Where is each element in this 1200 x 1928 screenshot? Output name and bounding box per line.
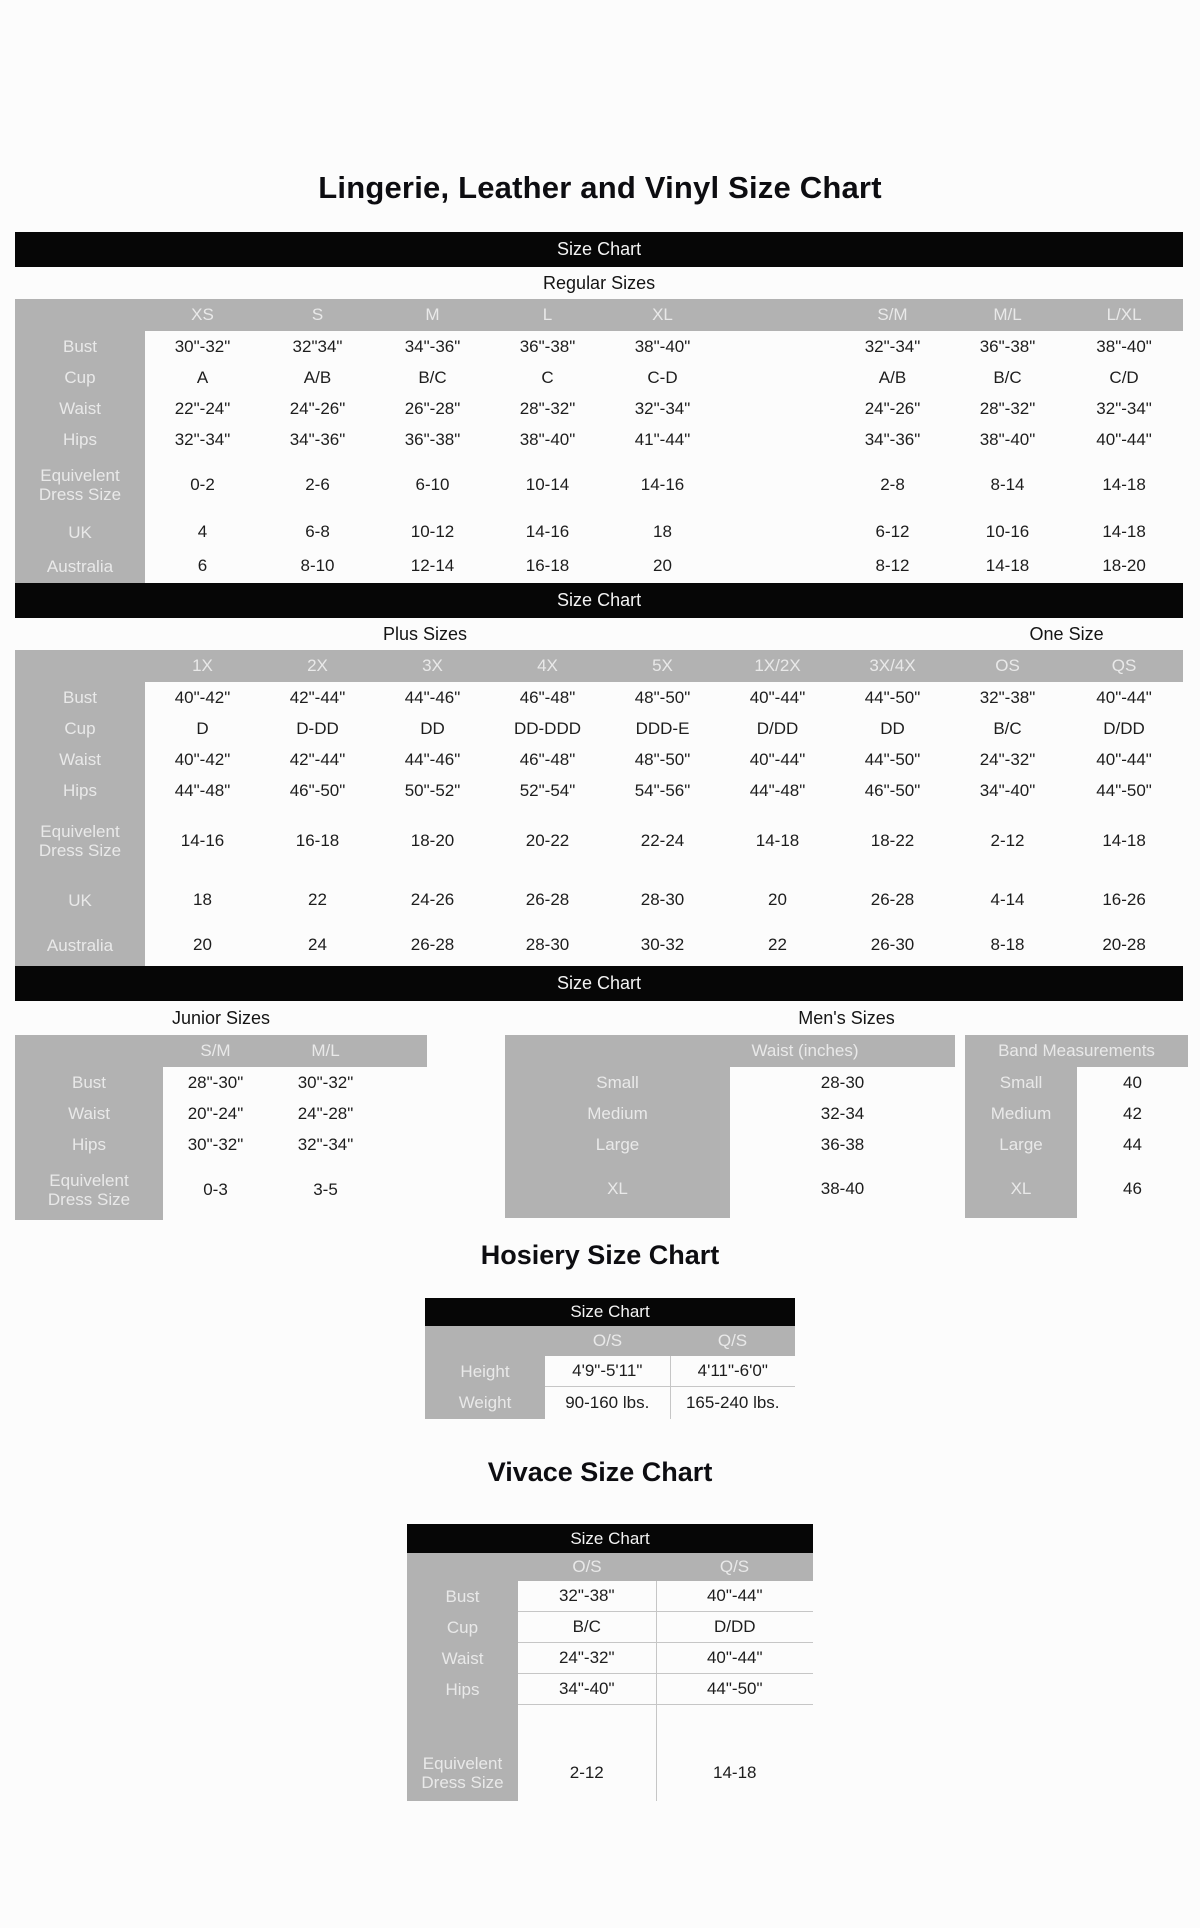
cell: 20"-24" bbox=[187, 1103, 244, 1123]
page-title: Lingerie, Leather and Vinyl Size Chart bbox=[318, 170, 882, 205]
junior-sizes-table bbox=[15, 1035, 427, 1220]
regular-sizes-table bbox=[15, 232, 1183, 583]
row-label: Equivelent Dress Size bbox=[407, 1745, 518, 1801]
cell: 26-28 bbox=[410, 935, 455, 954]
cell: 22 bbox=[768, 935, 787, 954]
cell: 46"-48" bbox=[519, 687, 576, 707]
column-header: L bbox=[490, 299, 605, 331]
cell: 40"-44" bbox=[656, 1643, 813, 1674]
row-label: Small bbox=[965, 1067, 1077, 1098]
cell: 6-8 bbox=[305, 522, 330, 541]
cell: 40 bbox=[1123, 1072, 1142, 1092]
cell: D bbox=[196, 718, 209, 738]
cell: 28-30 bbox=[820, 1072, 865, 1092]
spacer-cell bbox=[383, 1098, 427, 1129]
row-label: Hips bbox=[15, 1129, 163, 1160]
spacer-cell bbox=[720, 362, 835, 393]
spacer bbox=[955, 1098, 965, 1129]
column-header: XS bbox=[145, 299, 260, 331]
cell: 54"-56" bbox=[634, 780, 691, 800]
cell: 28"-30" bbox=[187, 1072, 244, 1092]
column-header: 3X bbox=[375, 650, 490, 682]
table-row bbox=[15, 331, 1183, 362]
cell: 44"-46" bbox=[404, 687, 461, 707]
column-header: Waist (inches) bbox=[505, 1035, 955, 1067]
row-label: Waist bbox=[15, 1098, 163, 1129]
row-label: Bust bbox=[15, 1067, 163, 1098]
column-header: O/S bbox=[518, 1553, 656, 1581]
table-row bbox=[407, 1745, 813, 1801]
row-label: Waist bbox=[407, 1643, 518, 1674]
cell: 18-20 bbox=[1102, 556, 1146, 575]
cell: 6 bbox=[197, 556, 208, 575]
table-row bbox=[407, 1705, 813, 1746]
cell: 18-20 bbox=[410, 831, 455, 850]
cell: 20 bbox=[193, 935, 212, 954]
cell: 38"-40" bbox=[979, 429, 1036, 449]
table-row bbox=[15, 393, 1183, 424]
table-row bbox=[15, 713, 1183, 744]
cell: 40"-44" bbox=[749, 687, 806, 707]
cell: B/C bbox=[993, 718, 1022, 738]
row-label: Weight bbox=[425, 1387, 545, 1420]
cell: 24"-26" bbox=[289, 398, 346, 418]
cell: 26-30 bbox=[870, 935, 915, 954]
table-header-row bbox=[15, 299, 1183, 331]
table-row bbox=[15, 362, 1183, 393]
cell: 18 bbox=[193, 890, 212, 909]
column-header: S bbox=[260, 299, 375, 331]
cell: 30"-32" bbox=[174, 336, 231, 356]
cell: A/B bbox=[878, 367, 907, 387]
cell: 40"-42" bbox=[174, 687, 231, 707]
cell: 48"-50" bbox=[634, 749, 691, 769]
cell: 50"-52" bbox=[404, 780, 461, 800]
section-titles-row bbox=[15, 1001, 1200, 1035]
cell: D-DD bbox=[296, 718, 339, 738]
cell: 14-18 bbox=[985, 556, 1030, 575]
cell: 41"-44" bbox=[634, 429, 691, 449]
column-header: Q/S bbox=[670, 1326, 795, 1356]
row-label: Bust bbox=[15, 682, 145, 713]
corner-cell bbox=[15, 299, 145, 331]
row-label: Small bbox=[505, 1067, 730, 1098]
cell: 8-18 bbox=[990, 935, 1025, 954]
size-chart-bar: Size Chart bbox=[15, 583, 1183, 618]
cell: 16-18 bbox=[295, 831, 340, 850]
cell: 44"-46" bbox=[404, 749, 461, 769]
row-label: Waist bbox=[15, 744, 145, 775]
hosiery-table bbox=[425, 1298, 795, 1419]
column-header: 5X bbox=[605, 650, 720, 682]
cell: 2-12 bbox=[990, 831, 1025, 850]
cell: 32"-34" bbox=[1096, 398, 1152, 418]
cell: DD bbox=[880, 718, 905, 738]
spacer bbox=[955, 1129, 965, 1160]
row-label: Large bbox=[965, 1129, 1077, 1160]
spacer bbox=[955, 1035, 965, 1067]
table-row bbox=[425, 1298, 795, 1326]
cell: 20-28 bbox=[1102, 935, 1146, 954]
cell: 22-24 bbox=[640, 831, 685, 850]
table-row bbox=[15, 806, 1183, 876]
cell: 36"-38" bbox=[519, 336, 576, 356]
cell: 34"-36" bbox=[864, 429, 921, 449]
cell: 24 bbox=[308, 935, 327, 954]
spacer-cell bbox=[720, 549, 835, 583]
spacer bbox=[955, 1160, 965, 1218]
cell: 52"-54" bbox=[519, 780, 576, 800]
cell: 12-14 bbox=[410, 556, 455, 575]
cell: 46"-50" bbox=[289, 780, 346, 800]
column-header bbox=[720, 299, 835, 331]
cell: 90-160 lbs. bbox=[565, 1393, 650, 1412]
cell: 40"-44" bbox=[656, 1581, 813, 1612]
cell: 14-18 bbox=[1102, 475, 1146, 494]
cell: B/C bbox=[518, 1612, 656, 1643]
cell: A bbox=[196, 367, 209, 387]
cell: 16-26 bbox=[1102, 890, 1146, 909]
cell: 46 bbox=[1123, 1179, 1142, 1198]
table-row bbox=[15, 744, 1183, 775]
cell: 44"-50" bbox=[864, 749, 921, 769]
row-label: Cup bbox=[407, 1612, 518, 1643]
cell: 14-16 bbox=[525, 522, 570, 541]
cell: 34"-36" bbox=[404, 336, 461, 356]
cell: 44"-50" bbox=[864, 687, 921, 707]
cell: 2-6 bbox=[305, 475, 330, 494]
cell: 4 bbox=[197, 522, 208, 541]
table-row bbox=[15, 583, 1183, 618]
column-header: M bbox=[375, 299, 490, 331]
cell: 28"-32" bbox=[979, 398, 1036, 418]
cell: 4'9"-5'11" bbox=[545, 1356, 670, 1387]
cell: 32"-38" bbox=[979, 687, 1036, 707]
row-label: Hips bbox=[407, 1674, 518, 1705]
cell: 14-18 bbox=[1102, 522, 1146, 541]
table-row bbox=[15, 424, 1183, 455]
table-row bbox=[15, 1098, 427, 1129]
spacer-cell bbox=[383, 1129, 427, 1160]
column-header: 3X/4X bbox=[835, 650, 950, 682]
spacer-cell bbox=[383, 1160, 427, 1220]
table-row bbox=[15, 549, 1183, 583]
cell: 44 bbox=[1123, 1134, 1142, 1154]
cell: 24"-28" bbox=[297, 1103, 354, 1123]
spacer-cell bbox=[407, 1705, 518, 1746]
junior-mens-section bbox=[15, 1035, 1200, 1220]
cell: 2-12 bbox=[569, 1763, 604, 1782]
table-row bbox=[15, 924, 1183, 966]
cell: 34"-40" bbox=[518, 1674, 656, 1705]
cell: 32"-38" bbox=[518, 1581, 656, 1612]
column-header: 1X bbox=[145, 650, 260, 682]
table-row bbox=[15, 1067, 427, 1098]
column-header: S/M bbox=[835, 299, 950, 331]
cell: 20-22 bbox=[525, 831, 570, 850]
corner-cell bbox=[407, 1553, 518, 1581]
spacer-cell bbox=[383, 1067, 427, 1098]
cell: DDD-E bbox=[635, 718, 690, 738]
mens-sizes-table bbox=[505, 1035, 1188, 1218]
cell: B/C bbox=[418, 367, 447, 387]
spacer-cell bbox=[656, 1705, 813, 1746]
cell: 16-18 bbox=[525, 556, 570, 575]
cell: 36-38 bbox=[820, 1134, 865, 1154]
cell: 10-12 bbox=[410, 522, 455, 541]
cell: 10-16 bbox=[985, 522, 1030, 541]
hosiery-title: Hosiery Size Chart bbox=[480, 1240, 720, 1270]
group-label: Plus Sizes bbox=[382, 623, 468, 644]
table-row bbox=[15, 232, 1183, 267]
cell: 24-26 bbox=[410, 890, 455, 909]
cell: 10-14 bbox=[525, 475, 570, 494]
row-label: Cup bbox=[15, 362, 145, 393]
cell: 24"-32" bbox=[518, 1643, 656, 1674]
table-header-row bbox=[15, 1035, 427, 1067]
table-header-row bbox=[15, 650, 1183, 682]
corner-cell bbox=[15, 1035, 163, 1067]
row-label: Australia bbox=[15, 549, 145, 583]
cell: 40"-42" bbox=[174, 749, 231, 769]
row-label: Equivelent Dress Size bbox=[15, 455, 145, 515]
cell: 24"-26" bbox=[864, 398, 921, 418]
cell: C bbox=[541, 367, 554, 387]
row-label: UK bbox=[15, 515, 145, 549]
spacer-cell bbox=[835, 618, 950, 650]
row-label: Bust bbox=[15, 331, 145, 362]
cell: 14-18 bbox=[755, 831, 800, 850]
cell: 30-32 bbox=[640, 935, 685, 954]
table-row bbox=[15, 455, 1183, 515]
cell: D/DD bbox=[1103, 718, 1145, 738]
corner-cell bbox=[15, 650, 145, 682]
row-label: Australia bbox=[15, 924, 145, 966]
column-header: S/M bbox=[163, 1035, 268, 1067]
cell: 28-30 bbox=[525, 935, 570, 954]
cell: 8-14 bbox=[990, 475, 1025, 494]
cell: 40"-44" bbox=[1096, 429, 1152, 449]
cell: D/DD bbox=[656, 1612, 813, 1643]
cell: D/DD bbox=[756, 718, 799, 738]
cell: 44"-48" bbox=[749, 780, 806, 800]
column-header: 1X/2X bbox=[720, 650, 835, 682]
column-header: Band Measurements bbox=[965, 1035, 1188, 1067]
row-label: Height bbox=[425, 1356, 545, 1387]
table-row bbox=[425, 1387, 795, 1420]
table-row bbox=[425, 1356, 795, 1387]
cell: 28-30 bbox=[640, 890, 685, 909]
spacer bbox=[955, 1067, 965, 1098]
cell: 0-2 bbox=[190, 475, 215, 494]
plus-sizes-table bbox=[15, 583, 1183, 966]
cell: 2-8 bbox=[880, 475, 905, 494]
cell: 42 bbox=[1123, 1103, 1142, 1123]
cell: 34"-36" bbox=[289, 429, 346, 449]
cell: 48"-50" bbox=[634, 687, 691, 707]
cell: 8-10 bbox=[300, 556, 335, 575]
cell: 8-12 bbox=[875, 556, 910, 575]
cell: 34"-40" bbox=[979, 780, 1036, 800]
column-header: 2X bbox=[260, 650, 375, 682]
size-chart-bar: Size Chart bbox=[407, 1524, 813, 1553]
mens-sizes-title: Men's Sizes bbox=[798, 1007, 895, 1028]
group-label: Regular Sizes bbox=[543, 272, 656, 293]
table-row bbox=[407, 1612, 813, 1643]
cell: 3-5 bbox=[313, 1180, 338, 1199]
cell: C-D bbox=[647, 367, 678, 387]
cell: 4'11"-6'0" bbox=[670, 1356, 795, 1387]
junior-sizes-title: Junior Sizes bbox=[171, 1007, 271, 1028]
row-label: UK bbox=[15, 876, 145, 924]
spacer-cell bbox=[720, 393, 835, 424]
spacer-cell bbox=[720, 331, 835, 362]
cell: C/D bbox=[1109, 367, 1139, 387]
size-chart-bar: Size Chart bbox=[15, 232, 1183, 267]
cell: 26-28 bbox=[525, 890, 570, 909]
column-header: QS bbox=[1065, 650, 1183, 682]
row-label: Hips bbox=[15, 424, 145, 455]
cell: 32"-34" bbox=[634, 398, 691, 418]
table-row bbox=[15, 515, 1183, 549]
cell: B/C bbox=[993, 367, 1022, 387]
row-label: Equivelent Dress Size bbox=[15, 806, 145, 876]
cell: A/B bbox=[303, 367, 332, 387]
spacer-cell bbox=[720, 515, 835, 549]
row-label: Large bbox=[505, 1129, 730, 1160]
cell: 32"-34" bbox=[297, 1134, 354, 1154]
table-row bbox=[15, 775, 1183, 806]
column-header: M/L bbox=[268, 1035, 383, 1067]
table-row bbox=[407, 1674, 813, 1705]
row-label: Cup bbox=[15, 713, 145, 744]
cell: 6-12 bbox=[875, 522, 910, 541]
column-header: Q/S bbox=[656, 1553, 813, 1581]
column-header: L/XL bbox=[1065, 299, 1183, 331]
cell: 22"-24" bbox=[174, 398, 231, 418]
table-row bbox=[15, 876, 1183, 924]
cell: DD bbox=[420, 718, 445, 738]
cell: 4-14 bbox=[990, 890, 1025, 909]
cell: 14-16 bbox=[180, 831, 225, 850]
cell: 32"-34" bbox=[864, 336, 921, 356]
cell: 18-22 bbox=[870, 831, 915, 850]
table-row bbox=[407, 1643, 813, 1674]
cell: 24"-32" bbox=[979, 749, 1036, 769]
cell: 44"-50" bbox=[1096, 780, 1152, 800]
vivace-table bbox=[407, 1524, 813, 1801]
cell: DD-DDD bbox=[513, 718, 582, 738]
column-header: OS bbox=[950, 650, 1065, 682]
cell: 165-240 lbs. bbox=[670, 1387, 795, 1420]
cell: 32"34" bbox=[292, 336, 343, 356]
cell: 40"-44" bbox=[1096, 687, 1152, 707]
table-row bbox=[15, 1129, 427, 1160]
spacer-cell bbox=[720, 455, 835, 515]
row-label: Medium bbox=[965, 1098, 1077, 1129]
cell: 40"-44" bbox=[1096, 749, 1152, 769]
corner-cell bbox=[425, 1326, 545, 1356]
cell: 32"-34" bbox=[174, 429, 231, 449]
spacer bbox=[427, 1035, 505, 1045]
table-header-row bbox=[425, 1326, 795, 1356]
row-label: Equivelent Dress Size bbox=[15, 1160, 163, 1220]
table-row bbox=[15, 682, 1183, 713]
size-chart-bar: Size Chart bbox=[425, 1298, 795, 1326]
cell: 14-16 bbox=[640, 475, 685, 494]
cell: 26-28 bbox=[870, 890, 915, 909]
cell: 30"-32" bbox=[297, 1072, 354, 1092]
table-row bbox=[15, 618, 1183, 650]
cell: 18 bbox=[653, 522, 672, 541]
spacer-cell bbox=[518, 1705, 656, 1746]
column-header: M/L bbox=[950, 299, 1065, 331]
cell: 42"-44" bbox=[289, 749, 346, 769]
size-chart-bar: Size Chart bbox=[15, 966, 1183, 1001]
column-header: 4X bbox=[490, 650, 605, 682]
cell: 0-3 bbox=[203, 1180, 228, 1199]
group-label: One Size bbox=[1029, 623, 1104, 644]
cell: 22 bbox=[308, 890, 327, 909]
row-label: Medium bbox=[505, 1098, 730, 1129]
cell: 20 bbox=[768, 890, 787, 909]
cell: 46"-50" bbox=[864, 780, 921, 800]
cell: 38"-40" bbox=[634, 336, 691, 356]
cell: 38"-40" bbox=[519, 429, 576, 449]
cell: 30"-32" bbox=[187, 1134, 244, 1154]
row-label: Bust bbox=[407, 1581, 518, 1612]
cell: 28"-32" bbox=[519, 398, 576, 418]
cell: 36"-38" bbox=[979, 336, 1036, 356]
column-header: XL bbox=[605, 299, 720, 331]
table-header-row bbox=[407, 1553, 813, 1581]
cell: 6-10 bbox=[415, 475, 450, 494]
column-header: O/S bbox=[545, 1326, 670, 1356]
table-row bbox=[15, 1160, 427, 1220]
cell: 14-18 bbox=[656, 1745, 813, 1801]
row-label: Hips bbox=[15, 775, 145, 806]
corner-cell bbox=[383, 1035, 427, 1067]
cell: 36"-38" bbox=[404, 429, 461, 449]
cell: 26"-28" bbox=[404, 398, 461, 418]
table-row bbox=[15, 267, 1183, 299]
row-label: XL bbox=[505, 1160, 730, 1218]
cell: 46"-48" bbox=[519, 749, 576, 769]
cell: 44"-50" bbox=[656, 1674, 813, 1705]
table-row bbox=[407, 1524, 813, 1553]
table-row bbox=[407, 1581, 813, 1612]
cell: 38"-40" bbox=[1096, 336, 1152, 356]
row-label: Waist bbox=[15, 393, 145, 424]
spacer-cell bbox=[720, 424, 835, 455]
cell: 42"-44" bbox=[289, 687, 346, 707]
cell: 32-34 bbox=[820, 1103, 865, 1123]
row-label: XL bbox=[965, 1160, 1077, 1218]
cell: 14-18 bbox=[1102, 831, 1146, 850]
cell: 44"-48" bbox=[174, 780, 231, 800]
cell: 38-40 bbox=[820, 1179, 865, 1198]
cell: 40"-44" bbox=[749, 749, 806, 769]
vivace-title: Vivace Size Chart bbox=[487, 1457, 713, 1487]
cell: 20 bbox=[653, 556, 672, 575]
